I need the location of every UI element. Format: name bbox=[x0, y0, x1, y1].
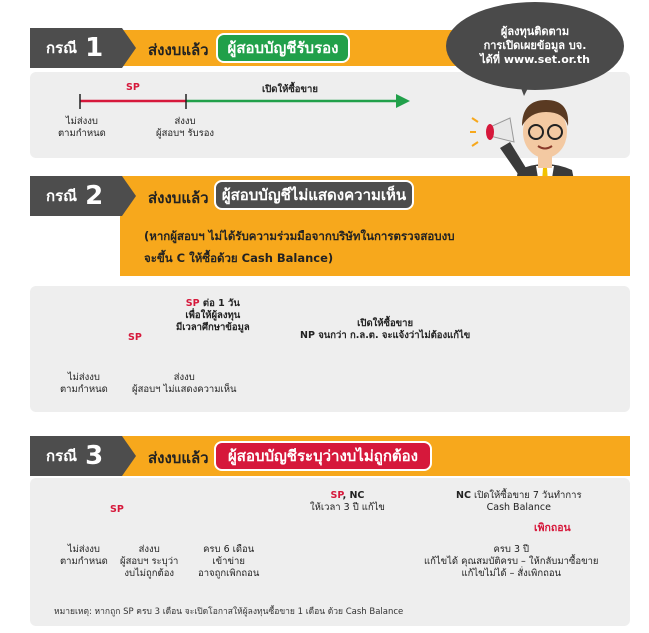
case2-tag-arrow bbox=[122, 176, 136, 216]
case2-label-1 bbox=[60, 372, 108, 396]
case3-label-2c: งบไม่ถูกต้อง bbox=[124, 568, 175, 579]
case3-spnc-line2: ให้เวลา 3 ปี แก้ไข bbox=[310, 502, 385, 513]
case2-label-2b: ผู้สอบฯ ไม่แสดงความเห็น bbox=[132, 384, 237, 395]
case2-sp2-block bbox=[176, 298, 250, 334]
case1-label-2a: ส่งงบ bbox=[174, 116, 196, 127]
case3-label-1b: ตามกำหนด bbox=[60, 556, 108, 567]
case2-desc-line1: (หากผู้สอบฯ ไม่ได้รับความร่วมมือจากบริษัทในการตรวจสอบงบ bbox=[144, 229, 455, 243]
case3-spnc-line1 bbox=[310, 490, 385, 502]
case2-label-1a: ไม่ส่งงบ bbox=[67, 372, 100, 383]
case3-label-3c: อาจถูกเพิกถอน bbox=[198, 568, 260, 579]
case1-label-1 bbox=[58, 116, 106, 140]
case2-open-block bbox=[300, 318, 470, 342]
bubble-tail bbox=[518, 80, 532, 96]
case3-nc-block bbox=[456, 490, 582, 514]
case3-tag bbox=[30, 436, 122, 476]
case2-sp-label: SP bbox=[128, 332, 142, 343]
case2-label-2 bbox=[132, 372, 237, 396]
case2-open-line1: เปิดให้ซื้อขาย bbox=[357, 318, 414, 329]
case1-tag-number: 1 bbox=[85, 33, 104, 63]
case3-nc-line2: Cash Balance bbox=[486, 502, 551, 513]
case1-sent-label: ส่งงบแล้ว bbox=[148, 41, 209, 59]
case3-delist-label: เพิกถอน bbox=[534, 522, 571, 534]
case3-spnc-rest: , NC bbox=[342, 490, 365, 501]
case3-badge: ผู้สอบบัญชีระบุว่างบไม่ถูกต้อง bbox=[214, 441, 432, 471]
case1-open-label: เปิดให้ซื้อขาย bbox=[262, 84, 318, 95]
case2-desc-line2: จะขึ้น C ให้ซื้อด้วย Cash Balance) bbox=[144, 251, 334, 265]
case3-nc-code: NC bbox=[456, 490, 471, 501]
case3-label-4 bbox=[424, 544, 598, 580]
case2-sp2-line1 bbox=[176, 298, 250, 310]
case2-tag bbox=[30, 176, 122, 216]
case2-badge: ผู้สอบบัญชีไม่แสดงความเห็น bbox=[214, 180, 414, 210]
info-bubble-line3: ได้ที่ www.set.or.th bbox=[480, 53, 590, 66]
case2-sent-label: ส่งงบแล้ว bbox=[148, 189, 209, 207]
info-bubble-line2: การเปิดเผยข้อมูล บจ. bbox=[483, 39, 587, 52]
case2-tag-number: 2 bbox=[85, 181, 104, 211]
info-bubble-line1: ผู้ลงทุนติดตาม bbox=[500, 25, 570, 38]
case3-tag-arrow bbox=[122, 436, 136, 476]
case3-label-1a: ไม่ส่งงบ bbox=[67, 544, 100, 555]
case2-panel bbox=[30, 286, 630, 412]
case3-label-2a: ส่งงบ bbox=[138, 544, 160, 555]
case1-badge: ผู้สอบบัญชีรับรอง bbox=[216, 33, 350, 63]
case2-tag-word: กรณี bbox=[46, 187, 78, 205]
case3-sp-label: SP bbox=[110, 504, 124, 515]
case2-sp2-line2: เพื่อให้ผู้ลงทุน bbox=[185, 310, 241, 321]
case3-label-4b: แก้ไขได้ คุณสมบัติครบ – ให้กลับมาซื้อขาย bbox=[424, 556, 599, 567]
case2-sp2-rest: ต่อ 1 วัน bbox=[199, 298, 240, 309]
case2-sp2-code: SP bbox=[185, 298, 200, 309]
case3-label-4c: แก้ไขไม่ได้ – สั่งเพิกถอน bbox=[461, 568, 562, 579]
case3-nc-line1 bbox=[456, 490, 582, 502]
case3-label-4a: ครบ 3 ปี bbox=[493, 544, 530, 555]
megaphone-sound-icon bbox=[470, 118, 478, 146]
presenter-arm bbox=[500, 142, 526, 174]
footnote: หมายเหตุ: หากถูก SP ครบ 3 เดือน จะเปิดโอกาสให้ผู้ลงทุนซื้อขาย 1 เดือน ด้วย Cash Balance bbox=[54, 607, 404, 617]
case3-spnc-code: SP bbox=[330, 490, 343, 501]
case3-nc-rest: เปิดให้ซื้อขาย 7 วันทำการ bbox=[470, 490, 582, 501]
megaphone-mouth bbox=[486, 124, 494, 140]
case1-arrow-head bbox=[396, 94, 410, 108]
case3-label-3a: ครบ 6 เดือน bbox=[203, 544, 255, 555]
case2-open-line2: NP จนกว่า ก.ล.ต. จะแจ้งว่าไม่ต้องแก้ไข bbox=[300, 330, 471, 341]
case3-label-1 bbox=[60, 544, 108, 568]
case2-label-1b: ตามกำหนด bbox=[60, 384, 108, 395]
case1-tag-word: กรณี bbox=[46, 39, 78, 57]
case1-label-2b: ผู้สอบฯ รับรอง bbox=[156, 128, 215, 139]
case3-label-2b: ผู้สอบฯ ระบุว่า bbox=[120, 556, 179, 567]
case3-label-2 bbox=[120, 544, 178, 580]
case3-tag-word: กรณี bbox=[46, 447, 78, 465]
case2-sp2-line3: มีเวลาศึกษาข้อมูล bbox=[176, 322, 250, 333]
case3-spnc-block bbox=[310, 490, 385, 514]
case1-label-1a: ไม่ส่งงบ bbox=[65, 116, 98, 127]
case2-label-2a: ส่งงบ bbox=[173, 372, 195, 383]
case1-label-1b: ตามกำหนด bbox=[58, 128, 106, 139]
case3-label-3b: เข้าข่าย bbox=[212, 556, 245, 567]
case3-label-3 bbox=[198, 544, 259, 580]
case3-tag-number: 3 bbox=[85, 441, 104, 471]
case1-label-2 bbox=[156, 116, 214, 140]
case1-sp-label: SP bbox=[126, 82, 140, 93]
case3-sent-label: ส่งงบแล้ว bbox=[148, 449, 209, 467]
